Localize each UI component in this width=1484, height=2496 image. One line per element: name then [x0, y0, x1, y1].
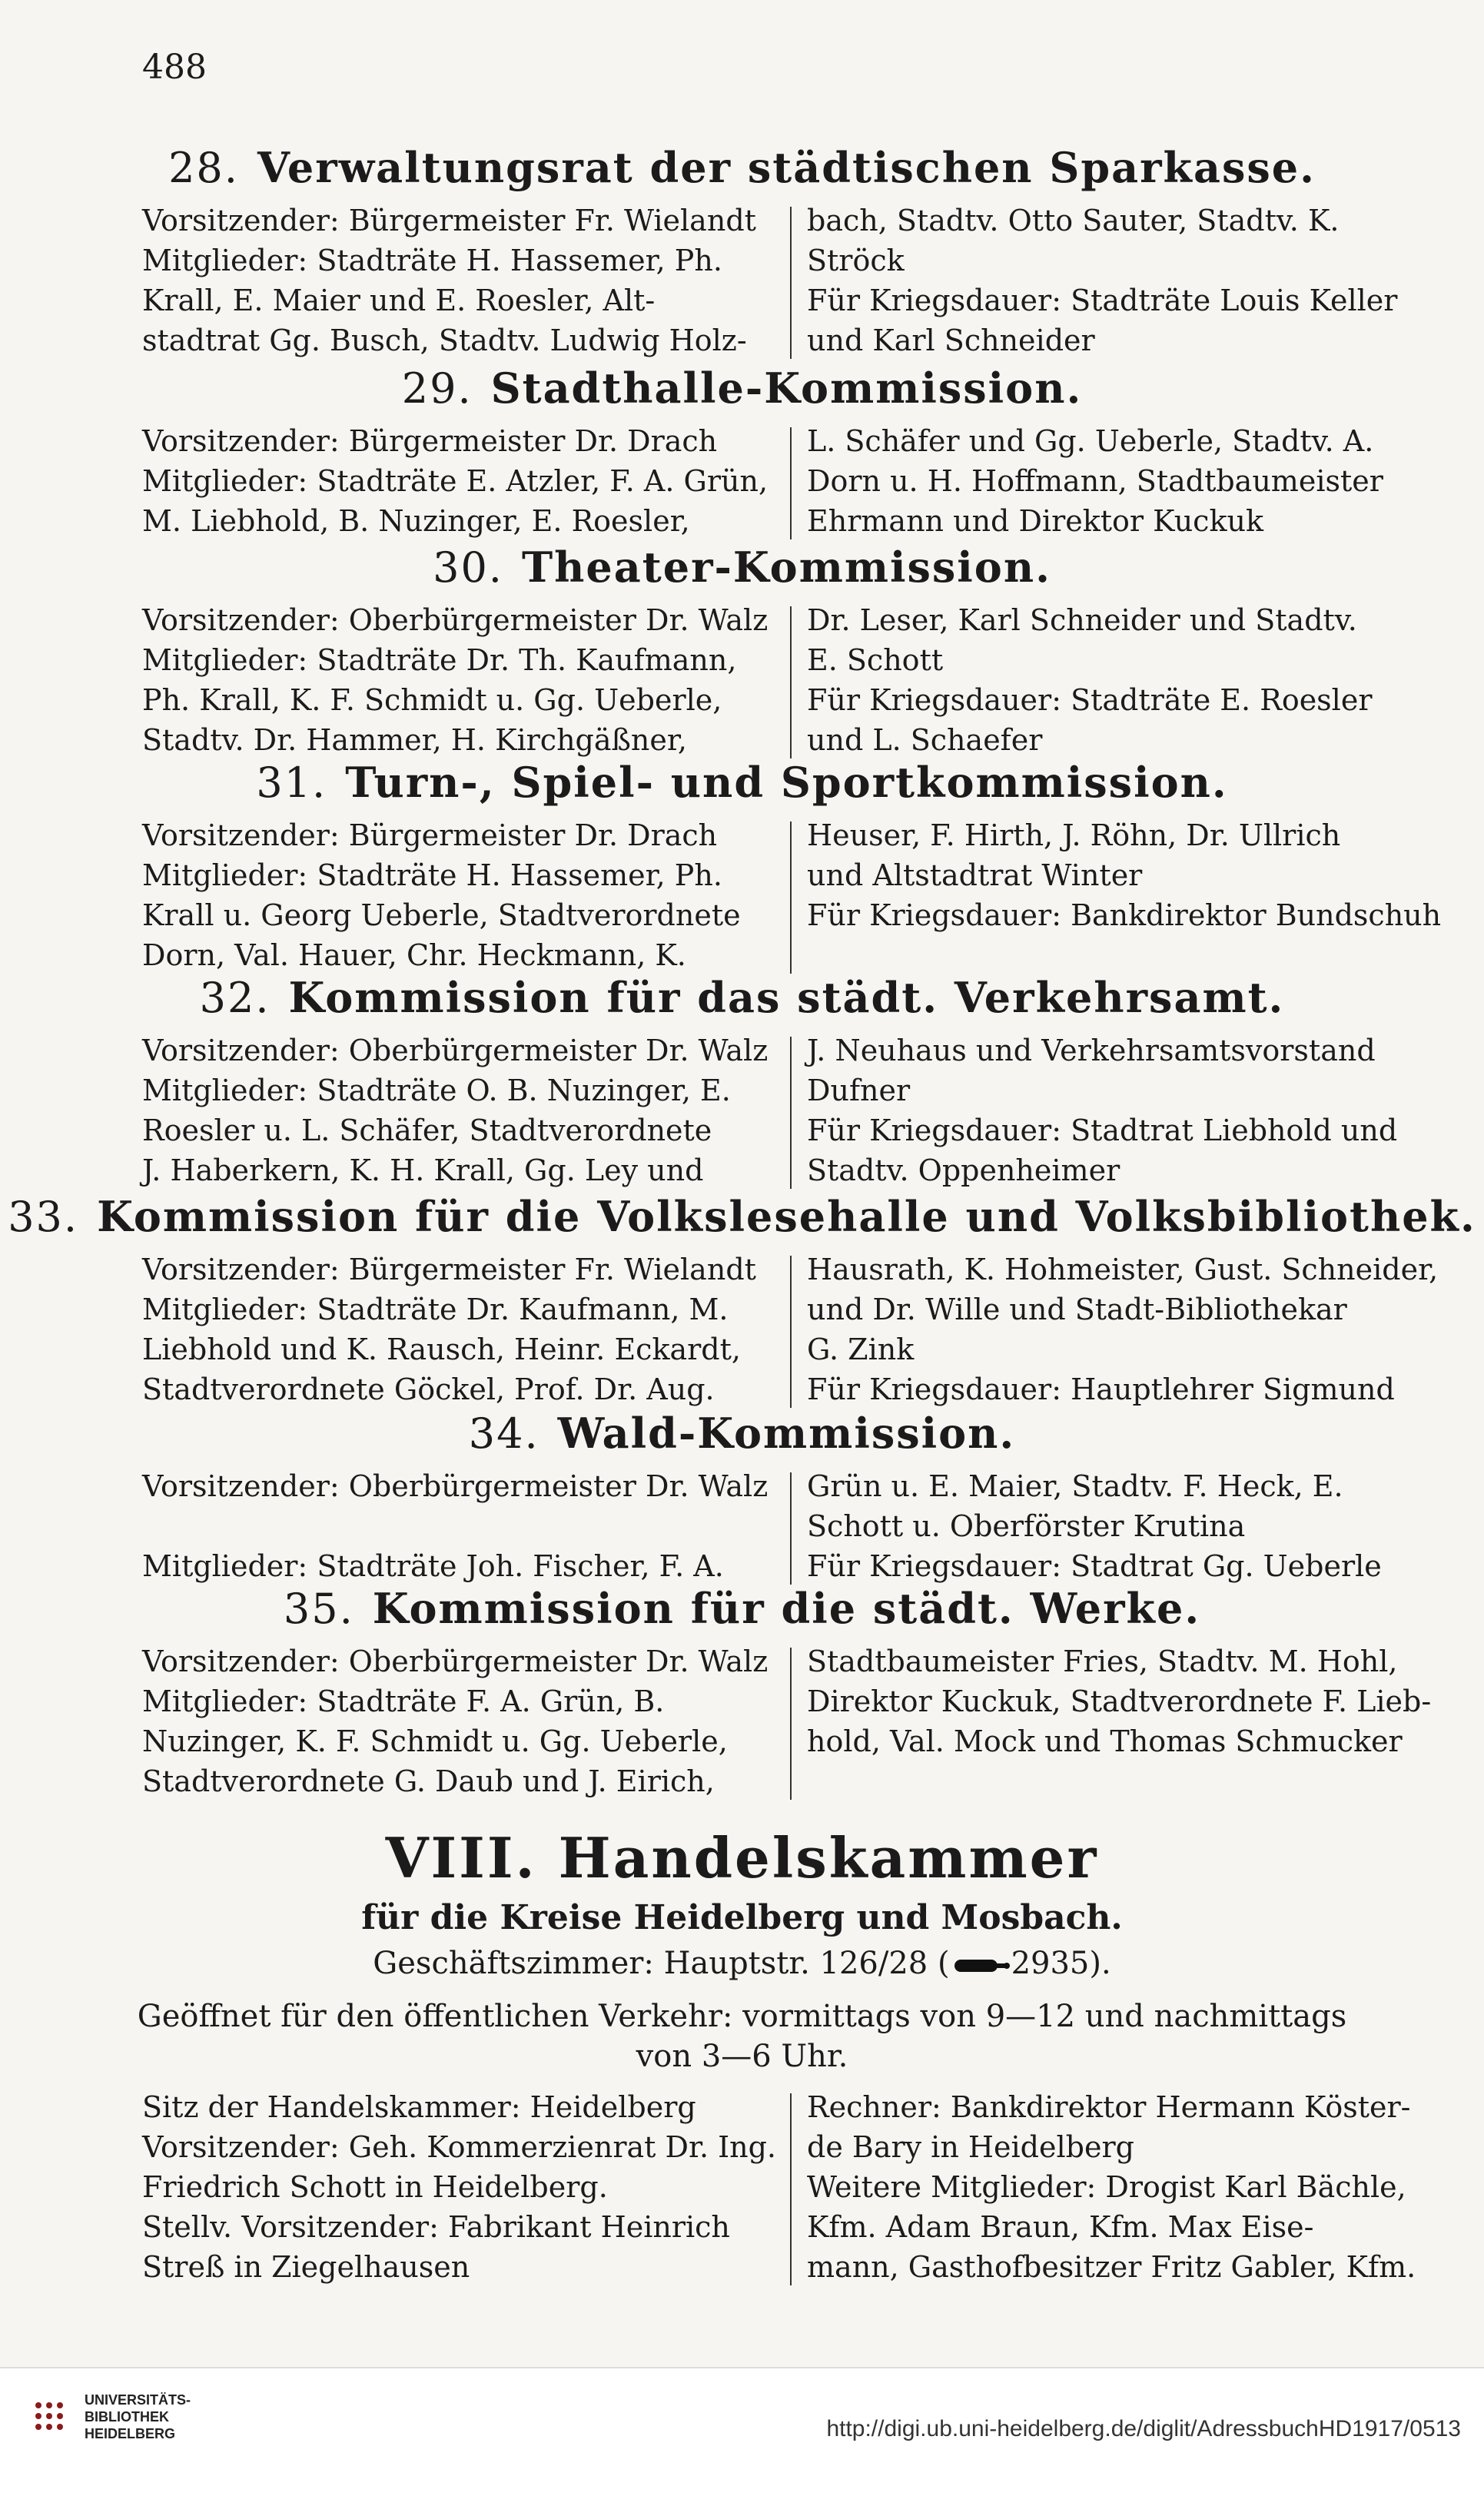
entry-line: L. Schäfer und Gg. Ueberle, Stadtv. A.: [807, 424, 1374, 458]
right-column: [807, 2087, 1429, 2287]
entry-line: und Altstadtrat Winter: [807, 858, 1143, 892]
entry-line: Für Kriegsdauer: Bankdirektor Bundschuh: [807, 898, 1442, 932]
right-column: [807, 1466, 1429, 1586]
column-divider: [790, 207, 792, 359]
entry-line: Kfm. Adam Braun, Kfm. Max Eise-: [807, 2210, 1314, 2244]
committee-section: [0, 1400, 1484, 1583]
entry-line: Direktor Kuckuk, Stadtverordnete F. Lieb-: [807, 1684, 1432, 1718]
right-column: [807, 421, 1429, 541]
entry-line: Für Kriegsdauer: Stadträte E. Roesler: [807, 683, 1373, 717]
entry-line: Nuzinger, K. F. Schmidt u. Gg. Ueberle,: [142, 1724, 728, 1758]
column-divider: [790, 606, 792, 758]
right-column: [807, 600, 1429, 760]
entry-line: [142, 1506, 772, 1546]
library-name-line-3: HEIDELBERG: [85, 2426, 176, 2441]
entry-line: Krall, E. Maier und E. Roesler, Alt-: [142, 284, 656, 317]
section-title: [0, 1575, 1484, 1641]
section-title-text: Wald-Kommission.: [557, 1409, 1016, 1458]
entry-line: Vorsitzender: Bürgermeister Dr. Drach: [142, 424, 718, 458]
entry-line: Streß in Ziegelhausen: [142, 2250, 470, 2284]
entry-line: Weitere Mitglieder: Drogist Karl Bächle,: [807, 2170, 1406, 2204]
chamber-heading: VIII. Handelskammer: [385, 1825, 1099, 1890]
entry-line: G. Zink: [807, 1333, 915, 1366]
column-divider: [790, 1648, 792, 1800]
right-column: [807, 1031, 1429, 1190]
entry-line: Dr. Leser, Karl Schneider und Stadtv.: [807, 603, 1357, 637]
section-title: [0, 964, 1484, 1031]
entry-line: Stadtbaumeister Fries, Stadtv. M. Hohl,: [807, 1645, 1398, 1678]
entry-line: J. Haberkern, K. H. Krall, Gg. Ley und: [142, 1153, 704, 1187]
entry-line: Vorsitzender: Bürgermeister Dr. Drach: [142, 818, 718, 852]
left-column: [142, 1641, 772, 1801]
section-number: 28.: [168, 144, 239, 192]
committee-section: [0, 964, 1484, 1187]
library-name-line-1: UNIVERSITÄTS-: [85, 2392, 191, 2408]
right-column: [807, 201, 1429, 360]
column-divider: [790, 1256, 792, 1408]
library-name: [85, 2391, 191, 2442]
entry-line: Vorsitzender: Oberbürgermeister Dr. Walz: [142, 1034, 769, 1067]
left-column: [142, 1031, 772, 1190]
section-number: 35.: [283, 1585, 354, 1633]
entry-line: und Dr. Wille und Stadt-Bibliothekar: [807, 1293, 1347, 1326]
entry-line: Stadtv. Dr. Hammer, H. Kirchgäßner,: [142, 723, 687, 757]
entry-line: Für Kriegsdauer: Stadträte Louis Keller: [807, 284, 1398, 317]
section-title-text: Verwaltungsrat der städtischen Sparkasse.: [257, 143, 1316, 192]
entry-line: Mitglieder: Stadträte F. A. Grün, B.: [142, 1684, 665, 1718]
section-title-text: Turn-, Spiel- und Sportkommission.: [345, 758, 1228, 807]
committee-section: [0, 534, 1484, 757]
chamber-subheading: für die Kreise Heidelberg und Mosbach.: [361, 1898, 1123, 1937]
entry-line: Dorn, Val. Hauer, Chr. Heckmann, K.: [142, 938, 686, 972]
opening-hours-line-2: von 3—6 Uhr.: [636, 2039, 848, 2074]
column-divider: [790, 2093, 792, 2285]
entry-line: Mitglieder: Stadträte E. Atzler, F. A. Grün,: [142, 464, 769, 498]
entry-line: de Bary in Heidelberg: [807, 2130, 1134, 2164]
entry-line: Vorsitzender: Oberbürgermeister Dr. Walz: [142, 1469, 769, 1503]
section-title-text: Stadthalle-Kommission.: [490, 363, 1083, 413]
entry-line: Für Kriegsdauer: Stadtrat Gg. Ueberle: [807, 1549, 1382, 1583]
entry-line: hold, Val. Mock und Thomas Schmucker: [807, 1724, 1403, 1758]
source-url-link[interactable]: http://digi.ub.uni-heidelberg.de/diglit/AdressbuchHD1917/0513: [826, 2416, 1461, 2441]
entry-line: Stadtverordnete G. Daub und J. Eirich,: [142, 1764, 715, 1798]
section-number: 32.: [199, 974, 271, 1022]
entry-line: Dorn u. H. Hoffmann, Stadtbaumeister: [807, 464, 1383, 498]
column-divider: [790, 1472, 792, 1585]
entry-line: Vorsitzender: Oberbürgermeister Dr. Walz: [142, 1645, 769, 1678]
entry-line: E. Schott: [807, 643, 944, 677]
left-column: [142, 815, 772, 975]
column-divider: [790, 1037, 792, 1189]
entry-line: Ströck: [807, 244, 905, 277]
section-number: 31.: [256, 758, 327, 807]
section-title: [0, 134, 1484, 201]
entry-line: Mitglieder: Stadträte O. B. Nuzinger, E.: [142, 1074, 731, 1107]
committee-section: [0, 1575, 1484, 1798]
entry-line: Mitglieder: Stadträte Joh. Fischer, F. A.: [142, 1549, 724, 1583]
office-line: [0, 1946, 1484, 1981]
left-column: [142, 1250, 772, 1409]
opening-hours-line-1: Geöffnet für den öffentlichen Verkehr: vormittags von 9—12 und nachmittags: [137, 1999, 1347, 2034]
opening-hours: [0, 1996, 1484, 2076]
entry-line: Rechner: Bankdirektor Hermann Köster-: [807, 2090, 1411, 2124]
entry-line: Stadtv. Oppenheimer: [807, 1153, 1120, 1187]
entry-line: mann, Gasthofbesitzer Fritz Gabler, Kfm.: [807, 2250, 1416, 2284]
entry-line: Mitglieder: Stadträte Dr. Kaufmann, M.: [142, 1293, 729, 1326]
entry-line: M. Liebhold, B. Nuzinger, E. Roesler,: [142, 504, 690, 538]
section-title: [0, 1183, 1484, 1250]
section-title-text: Kommission für die Volkslesehalle und Volksbibliothek.: [97, 1192, 1476, 1241]
entry-line: Vorsitzender: Geh. Kommerzienrat Dr. Ing.: [142, 2130, 777, 2164]
committee-section: [0, 1183, 1484, 1406]
entry-line: Sitz der Handelskammer: Heidelberg: [142, 2090, 696, 2124]
entry-line: Liebhold und K. Rausch, Heinr. Eckardt,: [142, 1333, 741, 1366]
column-divider: [790, 427, 792, 539]
left-column: [142, 2087, 777, 2287]
left-column: [142, 421, 772, 541]
entry-line: Stellv. Vorsitzender: Fabrikant Heinrich: [142, 2210, 730, 2244]
entry-line: Grün u. E. Maier, Stadtv. F. Heck, E.: [807, 1469, 1343, 1503]
entry-line: Für Kriegsdauer: Stadtrat Liebhold und: [807, 1114, 1398, 1147]
entry-line: Mitglieder: Stadträte H. Hassemer, Ph.: [142, 244, 722, 277]
entry-line: Ph. Krall, K. F. Schmidt u. Gg. Ueberle,: [142, 683, 722, 717]
entry-line: Ehrmann und Direktor Kuckuk: [807, 504, 1263, 538]
entry-line: Schott u. Oberförster Krutina: [807, 1509, 1246, 1543]
entry-line: Vorsitzender: Bürgermeister Fr. Wielandt: [142, 1253, 756, 1286]
committee-section: [0, 749, 1484, 972]
entry-line: Mitglieder: Stadträte H. Hassemer, Ph.: [142, 858, 722, 892]
committee-section: [0, 355, 1484, 538]
entry-line: Dufner: [807, 1074, 911, 1107]
entry-line: Heuser, F. Hirth, J. Röhn, Dr. Ullrich: [807, 818, 1341, 852]
right-column: [807, 1641, 1432, 1761]
left-column: [142, 201, 772, 360]
section-number: 33.: [8, 1193, 79, 1241]
entry-line: Vorsitzender: Bürgermeister Fr. Wielandt: [142, 204, 756, 237]
entry-line: und Karl Schneider: [807, 324, 1095, 357]
footer-bar: [0, 2367, 1484, 2496]
section-number: 29.: [401, 364, 473, 413]
entry-line: J. Neuhaus und Verkehrsamtsvorstand: [807, 1034, 1376, 1067]
entry-line: und L. Schaefer: [807, 723, 1043, 757]
section-title: [0, 749, 1484, 815]
entry-line: Für Kriegsdauer: Hauptlehrer Sigmund: [807, 1372, 1395, 1406]
telephone-icon: [950, 1955, 1011, 1977]
library-logo-icon: [31, 2398, 74, 2441]
section-title: [0, 534, 1484, 600]
entry-line: Vorsitzender: Oberbürgermeister Dr. Walz: [142, 603, 769, 637]
right-column: [807, 1250, 1439, 1409]
section-title: [0, 1400, 1484, 1466]
entry-line: Stadtverordnete Göckel, Prof. Dr. Aug.: [142, 1372, 715, 1406]
entry-line: bach, Stadtv. Otto Sauter, Stadtv. K.: [807, 204, 1340, 237]
section-number: 34.: [468, 1409, 539, 1458]
column-divider: [790, 821, 792, 974]
entry-line: Roesler u. L. Schäfer, Stadtverordnete: [142, 1114, 712, 1147]
committee-section: [0, 134, 1484, 357]
section-title-text: Kommission für das städt. Verkehrsamt.: [288, 973, 1285, 1022]
entry-line: Mitglieder: Stadträte Dr. Th. Kaufmann,: [142, 643, 737, 677]
library-name-line-2: BIBLIOTHEK: [85, 2409, 169, 2425]
entry-line: Hausrath, K. Hohmeister, Gust. Schneider,: [807, 1253, 1439, 1286]
section-title-text: Kommission für die städt. Werke.: [372, 1584, 1201, 1633]
office-phone: 2935).: [1011, 1946, 1111, 1981]
section-number: 30.: [433, 543, 503, 592]
section-title: [0, 355, 1484, 421]
entry-line: stadtrat Gg. Busch, Stadtv. Ludwig Holz-: [142, 324, 747, 357]
entry-line: Krall u. Georg Ueberle, Stadtverordnete: [142, 898, 741, 932]
section-title-text: Theater-Kommission.: [521, 543, 1051, 592]
left-column: [142, 600, 772, 760]
page-number: 488: [142, 48, 207, 87]
right-column: [807, 815, 1442, 935]
office-prefix: Geschäftszimmer: Hauptstr. 126/28 (: [373, 1946, 950, 1981]
left-column: [142, 1466, 772, 1586]
entry-line: Friedrich Schott in Heidelberg.: [142, 2170, 608, 2204]
